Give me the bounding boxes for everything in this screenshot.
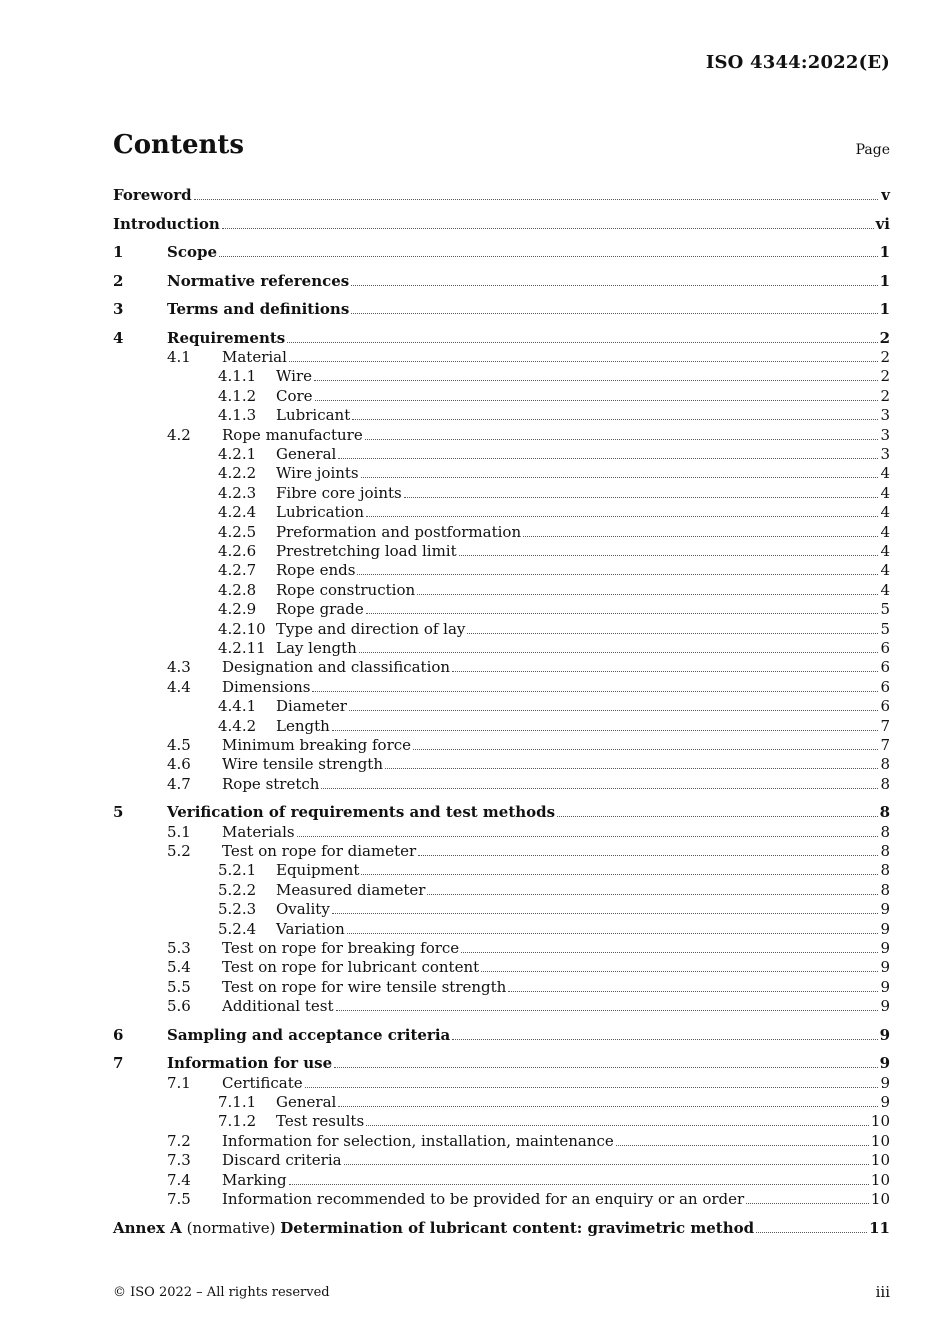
- dot-leader: [289, 361, 878, 362]
- toc-entry-page: 1: [879, 243, 890, 261]
- toc-entry-number: 4.4: [167, 677, 191, 696]
- toc-entry-number: 7.3: [167, 1151, 191, 1170]
- dot-leader: [344, 1164, 869, 1165]
- toc-entry-number: 7.1.2: [218, 1112, 257, 1131]
- toc-entry-number: 5.2.3: [218, 900, 257, 919]
- dot-leader: [467, 633, 878, 634]
- toc-entry-page: 4: [880, 483, 890, 502]
- toc-entry[interactable]: [113, 348, 890, 367]
- toc-entry-page: 9: [880, 977, 890, 996]
- toc-entry[interactable]: [113, 900, 890, 919]
- toc-entry[interactable]: [113, 1074, 890, 1093]
- toc-entry-number: 3: [113, 300, 124, 318]
- annex-page: 11: [869, 1218, 890, 1237]
- dot-leader: [349, 710, 878, 711]
- dot-leader: [452, 1039, 877, 1040]
- toc-entry[interactable]: [113, 997, 890, 1016]
- toc-entry-number: 5.2.4: [218, 919, 257, 938]
- toc-entry-page: 8: [880, 774, 890, 793]
- toc-entry[interactable]: [113, 300, 890, 319]
- toc-entry-page: 9: [880, 997, 890, 1016]
- dot-leader: [219, 256, 878, 257]
- dot-leader: [287, 342, 877, 343]
- toc-entry-page: 4: [880, 522, 890, 541]
- toc-entry-page: 5: [880, 619, 890, 638]
- toc-entry-page: 10: [870, 1190, 890, 1208]
- toc-entry-title: Length: [276, 716, 330, 735]
- toc-entry-number: 4.1: [167, 347, 191, 366]
- toc-entry-title: Test on rope for diameter: [222, 842, 417, 860]
- dot-leader: [338, 1106, 878, 1107]
- toc-entry-number: 5.2.1: [218, 861, 257, 880]
- toc-entry-number: 4.1.3: [218, 406, 257, 425]
- toc-entry-number: 7.1.1: [218, 1093, 257, 1111]
- toc-entry-title: Designation and classification: [222, 658, 451, 677]
- toc-entry-title: Rope grade: [276, 600, 364, 619]
- toc-entry-number: 4.1.1: [218, 367, 257, 386]
- toc-entry-number: 4.2.11: [218, 638, 266, 657]
- document-id: ISO 4344:2022(E): [705, 52, 890, 73]
- toc-entry[interactable]: [113, 881, 890, 900]
- toc-entry-title: Diameter: [276, 697, 347, 716]
- toc-entry-title: Lubricant: [276, 406, 351, 425]
- toc-entry-page: 10: [870, 1151, 890, 1170]
- dot-leader: [289, 1184, 869, 1185]
- toc-entry-title: Marking: [222, 1170, 287, 1189]
- dot-leader: [334, 1067, 877, 1068]
- toc-entry[interactable]: [113, 755, 890, 774]
- dot-leader: [194, 199, 878, 200]
- dot-leader: [413, 749, 878, 750]
- dot-leader: [508, 991, 878, 992]
- toc-entry-page: 9: [880, 939, 890, 957]
- toc-entry-page: 9: [880, 958, 890, 977]
- toc-entry-number: 5.6: [167, 997, 191, 1016]
- toc-entry-title: General: [276, 1093, 337, 1111]
- toc-entry[interactable]: [113, 1093, 890, 1112]
- toc-entry-title: Equipment: [276, 861, 360, 880]
- toc-entry-page: 8: [879, 803, 890, 822]
- dot-leader: [351, 313, 877, 314]
- dot-leader: [404, 497, 878, 498]
- toc-entry[interactable]: [113, 736, 890, 755]
- toc-entry-title: Ovality: [276, 900, 330, 919]
- toc-entry[interactable]: [113, 803, 890, 822]
- toc-entry-number: 5.2.2: [218, 880, 257, 899]
- toc-entry[interactable]: [113, 600, 890, 619]
- toc-entry-title: Foreword: [113, 186, 192, 204]
- toc-entry[interactable]: [113, 658, 890, 677]
- toc-entry-page: vi: [875, 214, 890, 233]
- dot-leader: [338, 458, 878, 459]
- toc-entry-number: 5.2: [167, 842, 191, 860]
- toc-entry-number: 4.5: [167, 735, 191, 754]
- dot-leader: [347, 933, 878, 934]
- toc-entry[interactable]: [113, 842, 890, 861]
- dot-leader: [459, 555, 878, 556]
- toc-entry[interactable]: [113, 186, 890, 205]
- toc-entry-page: 2: [880, 347, 890, 366]
- toc-entry-page: 4: [880, 503, 890, 522]
- toc-entry[interactable]: [113, 484, 890, 503]
- toc-entry-page: 4: [880, 580, 890, 599]
- toc-entry-number: 2: [113, 271, 124, 290]
- toc-entry-number: 7: [113, 1054, 124, 1073]
- toc-entry[interactable]: [113, 581, 890, 600]
- toc-entry[interactable]: [113, 861, 890, 880]
- toc-entry[interactable]: [113, 775, 890, 794]
- toc-entry-page: 8: [880, 755, 890, 774]
- toc-entry[interactable]: [113, 620, 890, 639]
- toc-entry[interactable]: [113, 1112, 890, 1131]
- dot-leader: [305, 1087, 878, 1088]
- toc-entry-number: 4.2.4: [218, 503, 257, 522]
- toc-entry-page: 10: [870, 1131, 890, 1150]
- dot-leader: [312, 691, 878, 692]
- dot-leader: [366, 613, 878, 614]
- toc-entry-number: 4.2.5: [218, 522, 257, 541]
- contents-title: Contents: [113, 130, 245, 160]
- toc-entry-title: Wire tensile strength: [222, 755, 383, 774]
- page-number: iii: [875, 1283, 890, 1301]
- toc-entry-page: 6: [880, 697, 890, 716]
- toc-entry[interactable]: [113, 243, 890, 262]
- toc-entry-number: 4.3: [167, 658, 191, 677]
- toc-entry-page: 3: [880, 425, 890, 444]
- dot-leader: [332, 913, 878, 914]
- toc-entry-number: 5: [113, 803, 124, 822]
- toc-entry[interactable]: [113, 717, 890, 736]
- dot-leader: [222, 228, 874, 229]
- toc-entry[interactable]: [113, 920, 890, 939]
- dot-leader: [557, 816, 877, 817]
- dot-leader: [366, 1125, 869, 1126]
- toc-entry[interactable]: [113, 215, 890, 234]
- toc-entry-title: Test on rope for breaking force: [222, 939, 460, 957]
- toc-entry[interactable]: [113, 387, 890, 406]
- toc-entry[interactable]: [113, 503, 890, 522]
- toc-entry-title: Rope ends: [276, 561, 356, 580]
- toc-entry-number: 4.2.6: [218, 541, 257, 560]
- toc-entry-page: 7: [880, 716, 890, 735]
- toc-entry-title: Type and direction of lay: [276, 619, 466, 638]
- toc-entry-title: Preformation and postformation: [276, 522, 522, 541]
- toc-entry-number: 5.1: [167, 822, 191, 841]
- toc-entry-page: 5: [880, 600, 890, 619]
- toc-entry-title: Minimum breaking force: [222, 735, 412, 754]
- toc-entry-title: Certificate: [222, 1073, 303, 1092]
- toc-entry-number: 7.1: [167, 1073, 191, 1092]
- toc-entry-title: Lay length: [276, 638, 357, 657]
- toc-entry-title: Terms and definitions: [167, 300, 350, 318]
- dot-leader: [321, 788, 878, 789]
- toc-entry-page: 3: [880, 444, 890, 463]
- toc-entry-number: 4.2.9: [218, 600, 257, 619]
- toc-entry-page: 9: [880, 1073, 890, 1092]
- toc-entry-page: 1: [879, 300, 890, 318]
- toc-entry-page: 7: [880, 735, 890, 754]
- toc-entry-page: 4: [880, 541, 890, 560]
- dot-leader: [351, 285, 877, 286]
- toc-entry-title: General: [276, 444, 337, 463]
- toc-entry-page: 8: [880, 861, 890, 880]
- dot-leader: [452, 671, 878, 672]
- toc-entry-title: Measured diameter: [276, 880, 426, 899]
- toc-entry-page: 2: [880, 367, 890, 386]
- toc-entry-title: Rope construction: [276, 580, 416, 599]
- toc-entry-title: Variation: [276, 919, 345, 938]
- toc-entry[interactable]: [113, 445, 890, 464]
- dot-leader: [336, 1010, 879, 1011]
- toc-entry-number: 4: [113, 328, 124, 347]
- toc-entry[interactable]: [113, 1026, 890, 1045]
- toc-entry-number: 7.5: [167, 1190, 191, 1208]
- toc-entry[interactable]: [113, 978, 890, 997]
- toc-entry-page: 10: [870, 1112, 890, 1131]
- toc-entry[interactable]: [113, 561, 890, 580]
- toc-entry[interactable]: [113, 697, 890, 716]
- dot-leader: [461, 952, 878, 953]
- toc-entry-number: 7.2: [167, 1131, 191, 1150]
- toc-entry[interactable]: [113, 678, 890, 697]
- toc-entry-page: 6: [880, 677, 890, 696]
- toc-entry[interactable]: [113, 523, 890, 542]
- dot-leader: [746, 1203, 869, 1204]
- toc-entry-title: Prestretching load limit: [276, 541, 457, 560]
- dot-leader: [297, 836, 878, 837]
- toc-entry[interactable]: [113, 542, 890, 561]
- toc-entry-title: Lubrication: [276, 503, 365, 522]
- toc-entry-number: 4.2.3: [218, 483, 257, 502]
- toc-entry-number: 6: [113, 1025, 124, 1044]
- toc-entry-number: 4.2.7: [218, 561, 257, 580]
- toc-entry[interactable]: [113, 639, 890, 658]
- toc-entry-number: 4.2.8: [218, 580, 257, 599]
- toc-entry-title: Test on rope for lubricant content: [222, 958, 480, 977]
- toc-entry-page: 1: [879, 271, 890, 290]
- dot-leader: [427, 894, 878, 895]
- dot-leader: [385, 768, 878, 769]
- toc-entry[interactable]: [113, 823, 890, 842]
- toc-entry-title: Dimensions: [222, 677, 311, 696]
- toc-entry[interactable]: [113, 1132, 890, 1151]
- toc-entry-page: 2: [879, 328, 890, 347]
- annex-title: Determination of lubricant content: gravimetric method: [280, 1218, 755, 1237]
- toc-entry-number: 4.2.1: [218, 444, 257, 463]
- toc-entry[interactable]: [113, 1171, 890, 1190]
- toc-entry-number: 7.4: [167, 1170, 191, 1189]
- toc-entry-page: 6: [880, 638, 890, 657]
- toc-entry-page: 9: [879, 1025, 890, 1044]
- toc-entry-title: Test on rope for wire tensile strength: [222, 977, 507, 996]
- toc-entry-page: 10: [870, 1170, 890, 1189]
- toc-entry-number: 5.5: [167, 977, 191, 996]
- dot-leader: [361, 874, 878, 875]
- toc-entry-title: Information for selection, installation, maintenance: [222, 1131, 614, 1150]
- toc-entry-title: Discard criteria: [222, 1151, 342, 1170]
- toc-entry-number: 4.4.1: [218, 697, 257, 716]
- toc-entry-title: Requirements: [167, 328, 286, 347]
- toc-entry-page: 2: [880, 386, 890, 405]
- toc-entry-number: 4.2.2: [218, 464, 257, 483]
- toc-entry-page: 8: [880, 880, 890, 899]
- toc-entry-title: Rope manufacture: [222, 425, 363, 444]
- toc-entry[interactable]: [113, 406, 890, 425]
- toc-entry-title: Verification of requirements and test methods: [167, 803, 556, 822]
- copyright-footer: © ISO 2022 – All rights reserved: [113, 1285, 330, 1300]
- toc-entry-title: Wire: [276, 367, 312, 386]
- toc-entry-page: 8: [880, 842, 890, 860]
- dot-leader: [359, 652, 878, 653]
- toc-entry-number: 4.4.2: [218, 716, 257, 735]
- toc-entry-number: 4.7: [167, 774, 191, 793]
- toc-entry-page: 4: [880, 464, 890, 483]
- toc-entry-page: 4: [880, 561, 890, 580]
- page-column-label: Page: [855, 142, 890, 158]
- toc-entry[interactable]: [113, 426, 890, 445]
- toc-entry-title: Scope: [167, 243, 218, 261]
- dot-leader: [756, 1232, 867, 1233]
- dot-leader: [417, 594, 878, 595]
- toc-entry-page: 8: [880, 822, 890, 841]
- toc-entry[interactable]: [113, 272, 890, 291]
- toc-entry[interactable]: [113, 464, 890, 483]
- toc-entry[interactable]: [113, 939, 890, 958]
- toc-entry-page: 3: [880, 406, 890, 425]
- toc-entry[interactable]: [113, 329, 890, 348]
- toc-entry[interactable]: [113, 367, 890, 386]
- annex-qualifier: (normative): [181, 1218, 281, 1237]
- toc-entry-title: Wire joints: [276, 464, 359, 483]
- toc-entry[interactable]: [113, 1151, 890, 1170]
- dot-leader: [523, 536, 878, 537]
- toc-entry-title: Additional test: [222, 997, 334, 1016]
- toc-entry-number: 5.3: [167, 939, 191, 957]
- toc-entry-title: Test results: [276, 1112, 365, 1131]
- dot-leader: [616, 1145, 869, 1146]
- toc-entry-page: 6: [880, 658, 890, 677]
- dot-leader: [365, 439, 878, 440]
- toc-entry-title: Information for use: [167, 1054, 333, 1073]
- toc-entry-title: Introduction: [113, 214, 220, 233]
- toc-entry-title: Material: [222, 347, 287, 366]
- toc-entry-number: 1: [113, 243, 124, 261]
- toc-entry-page: 9: [880, 1093, 890, 1111]
- dot-leader: [352, 419, 878, 420]
- dot-leader: [418, 855, 878, 856]
- dot-leader: [366, 516, 878, 517]
- toc-entry-number: 5.4: [167, 958, 191, 977]
- dot-leader: [332, 730, 878, 731]
- toc-entry-title: Fibre core joints: [276, 483, 402, 502]
- toc-entry-page: 9: [880, 919, 890, 938]
- toc-entry[interactable]: [113, 1054, 890, 1073]
- annex-label: Annex A: [113, 1218, 182, 1237]
- toc-entry-title: Normative references: [167, 271, 350, 290]
- dot-leader: [357, 574, 878, 575]
- toc-entry[interactable]: [113, 958, 890, 977]
- toc-entry-page: 9: [880, 900, 890, 919]
- toc-entry-number: 4.6: [167, 755, 191, 774]
- dot-leader: [361, 477, 878, 478]
- toc-entry-annex[interactable]: [113, 1219, 890, 1238]
- toc-entry-title: Materials: [222, 822, 295, 841]
- toc-entry[interactable]: [113, 1190, 890, 1209]
- toc-entry-number: 4.1.2: [218, 386, 257, 405]
- toc-entry-title: Core: [276, 386, 313, 405]
- dot-leader: [315, 400, 878, 401]
- dot-leader: [481, 971, 878, 972]
- toc-entry-page: 9: [879, 1054, 890, 1073]
- toc-entry-title: Information recommended to be provided for an enquiry or an order: [222, 1190, 745, 1208]
- toc-entry-number: 4.2.10: [218, 619, 266, 638]
- toc-entry-number: 4.2: [167, 425, 191, 444]
- dot-leader: [314, 380, 878, 381]
- toc-entry-title: Sampling and acceptance criteria: [167, 1025, 451, 1044]
- toc-entry-title: Rope stretch: [222, 774, 320, 793]
- toc-entry-page: v: [881, 186, 890, 204]
